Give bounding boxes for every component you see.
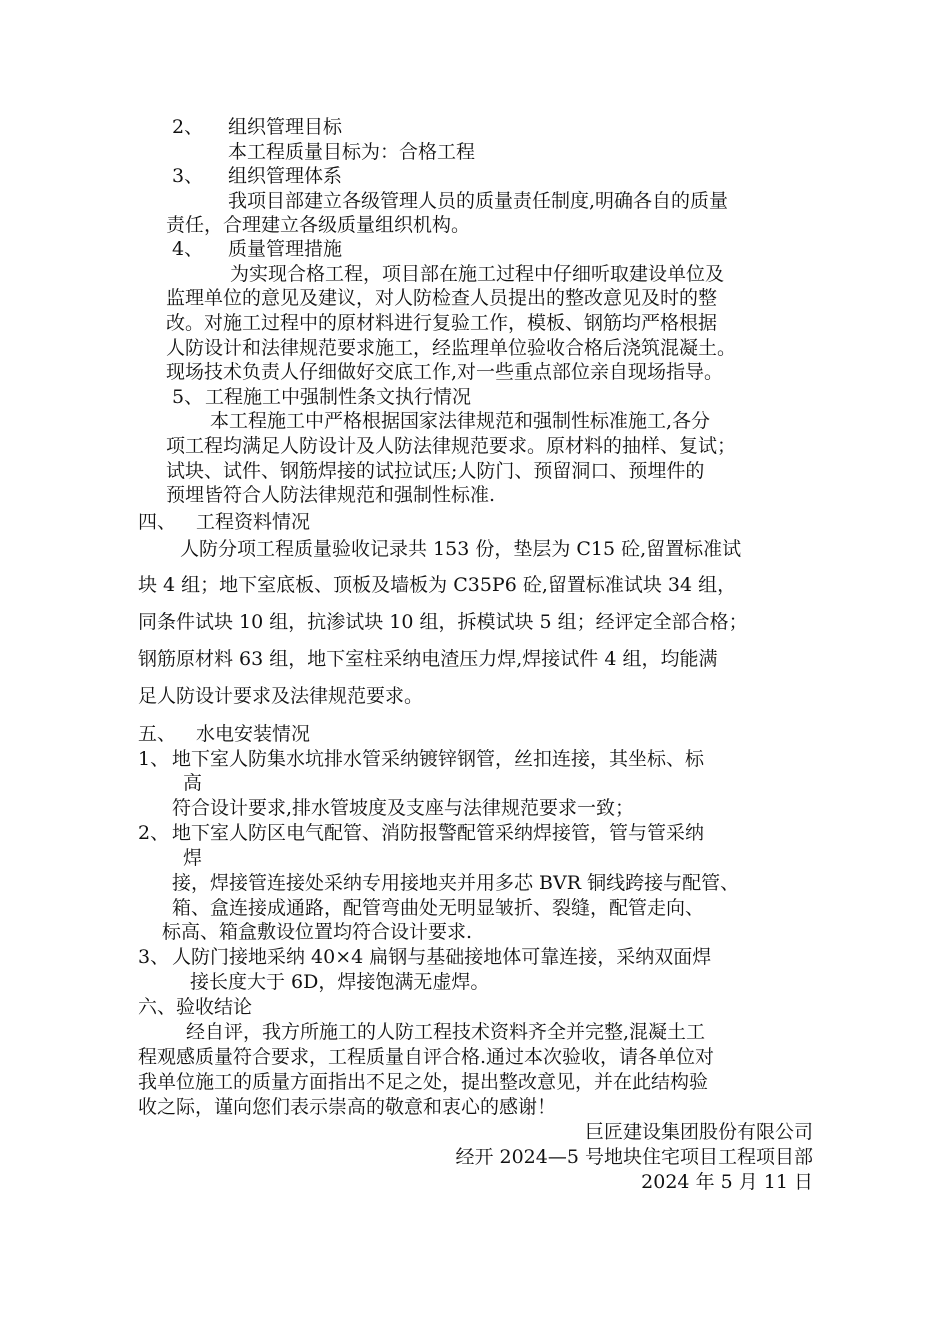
section-5-line: 试块、试件、钢筋焊接的试拉试压;人防门、预留洞口、预埋件的: [166, 460, 705, 482]
part-5-item-line: 人防门接地采纳 40×4 扁钢与基础接地体可靠连接，采纳双面焊: [172, 946, 712, 968]
part-5-number: 五、: [138, 723, 177, 745]
section-3-line: 我项目部建立各级管理人员的质量责任制度,明确各自的质量: [228, 190, 729, 212]
section-5-line: 预埋皆符合人防法律规范和强制性标准.: [166, 484, 496, 506]
part-5-item-number: 1、: [138, 748, 170, 770]
part-5-item-line: 符合设计要求,排水管坡度及支座与法律规范要求一致；: [172, 797, 635, 819]
part-5-item-number: 2、: [138, 822, 170, 844]
section-5-line: 项工程均满足人防设计及人防法律规范要求。原材料的抽样、复试；: [166, 435, 737, 457]
part-4-line: 人防分项工程质量验收记录共 153 份，垫层为 C15 砼,留置标准试: [180, 538, 742, 560]
part-5-item-line: 地下室人防集水坑排水管采纳镀锌钢管，丝扣连接，其坐标、标: [172, 748, 705, 770]
section-5-line: 本工程施工中严格根据国家法律规范和强制性标准施工,各分: [210, 410, 711, 432]
part-6-heading: 六、验收结论: [138, 996, 253, 1018]
signature-company: 巨匠建设集团股份有限公司: [584, 1121, 813, 1143]
signature-date: 2024 年 5 月 11 日: [641, 1171, 813, 1193]
part-5-item-line: 焊: [183, 847, 203, 869]
part-5-title: 水电安装情况: [196, 723, 311, 745]
part-6-line: 程观感质量符合要求，工程质量自评合格.通过本次验收，请各单位对: [138, 1046, 715, 1068]
part-5-item-line: 标高、箱盒敷设位置均符合设计要求.: [162, 921, 473, 943]
section-4-line: 现场技术负责人仔细做好交底工作,对一些重点部位亲自现场指导。: [166, 361, 724, 383]
part-5-item-number: 3、: [138, 946, 170, 968]
section-2-title: 组织管理目标: [228, 116, 343, 138]
part-4-line: 足人防设计要求及法律规范要求。: [138, 685, 424, 707]
part-6-line: 收之际，谨向您们表示崇高的敬意和衷心的感谢！: [138, 1096, 557, 1118]
part-5-item-line: 接长度大于 6D，焊接饱满无虚焊。: [190, 971, 490, 993]
part-4-line: 钢筋原材料 63 组，地下室柱采纳电渣压力焊,焊接试件 4 组，均能满: [138, 648, 718, 670]
section-2-number: 2、: [172, 116, 204, 138]
section-2-text: 本工程质量目标为：合格工程: [228, 141, 476, 163]
signature-department: 经开 2024—5 号地块住宅项目工程项目部: [455, 1146, 813, 1168]
section-4-line: 监理单位的意见及建议，对人防检查人员提出的整改意见及时的整: [166, 287, 718, 309]
section-3-title: 组织管理体系: [228, 165, 343, 187]
part-4-number: 四、: [138, 511, 177, 533]
part-5-item-line: 箱、盒连接成通路，配管弯曲处无明显皱折、裂缝，配管走向、: [172, 897, 705, 919]
section-4-line: 改。对施工过程中的原材料进行复验工作，模板、钢筋均严格根据: [166, 312, 718, 334]
section-4-line: 人防设计和法律规范要求施工，经监理单位验收合格后浇筑混凝土。: [166, 337, 737, 359]
part-4-title: 工程资料情况: [196, 511, 311, 533]
section-3-number: 3、: [172, 165, 204, 187]
section-4-title: 质量管理措施: [228, 238, 343, 260]
part-4-line: 同条件试块 10 组，抗渗试块 10 组，拆模试块 5 组；经评定全部合格；: [138, 611, 748, 633]
section-3-line: 责任，合理建立各级质量组织机构。: [166, 214, 471, 236]
part-6-line: 经自评，我方所施工的人防工程技术资料齐全并完整,混凝土工: [186, 1021, 706, 1043]
part-6-line: 我单位施工的质量方面指出不足之处，提出整改意见，并在此结构验: [138, 1071, 709, 1093]
section-4-line: 为实现合格工程，项目部在施工过程中仔细听取建设单位及: [230, 263, 725, 285]
section-5-title: 工程施工中强制性条文执行情况: [205, 386, 472, 408]
part-4-line: 块 4 组；地下室底板、顶板及墙板为 C35P6 砼,留置标准试块 34 组，: [138, 574, 737, 596]
part-5-item-line: 地下室人防区电气配管、消防报警配管采纳焊接管，管与管采纳: [172, 822, 705, 844]
part-5-item-line: 高: [183, 772, 203, 794]
section-5-number: 5、: [172, 386, 204, 408]
section-4-number: 4、: [172, 238, 204, 260]
part-5-item-line: 接，焊接管连接处采纳专用接地夹并用多芯 BVR 铜线跨接与配管、: [172, 872, 740, 894]
